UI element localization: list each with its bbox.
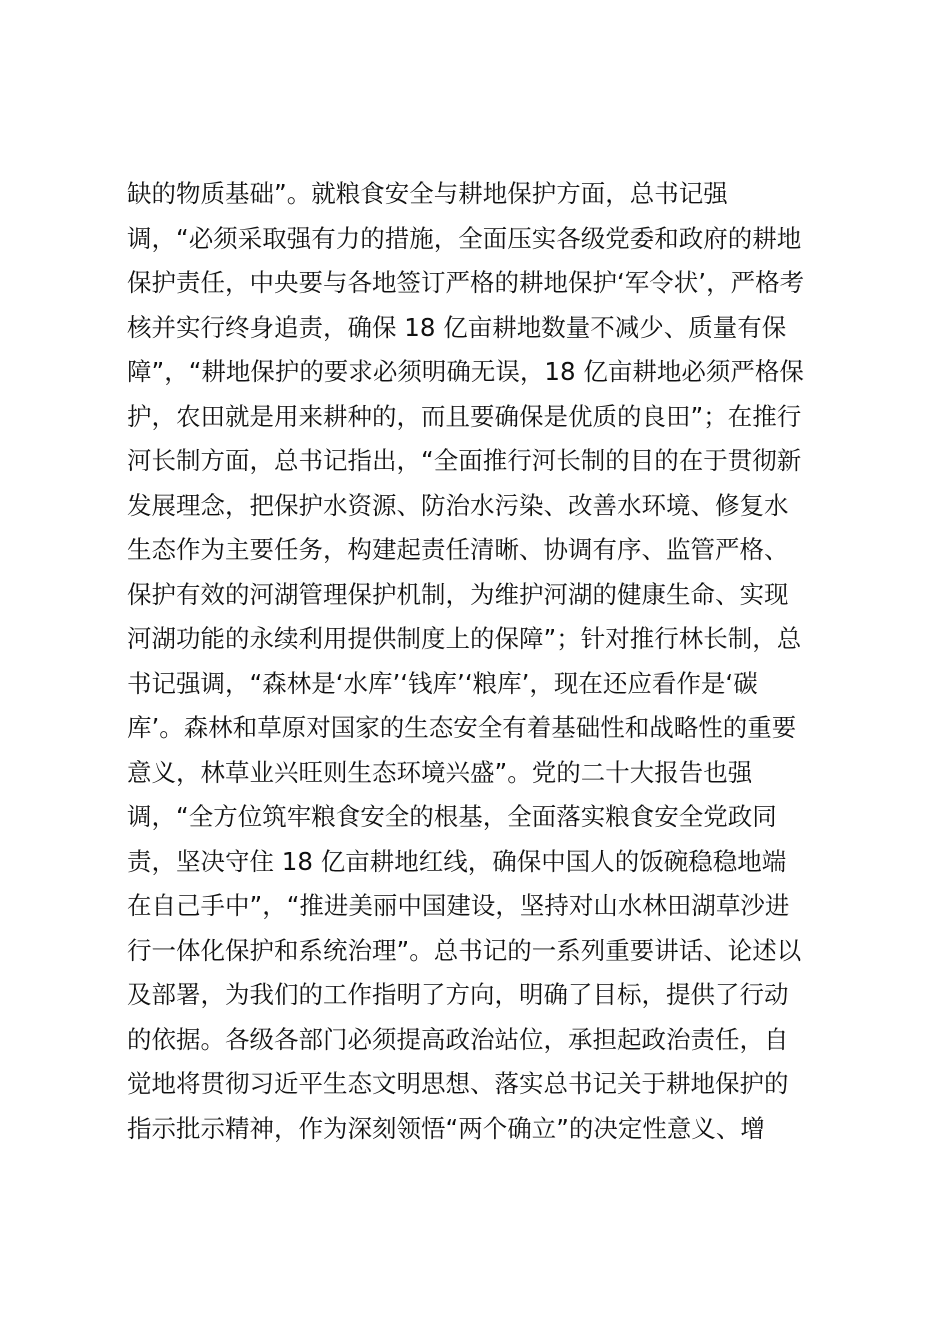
text-line-22: 指示批示精神，作为深刻领悟“两个确立”的决定性意义、增: [127, 1113, 765, 1143]
text-line-3: 保护责任，中央要与各地签订严格的耕地保护‘军令状’，严格考: [127, 268, 805, 297]
text-line-1: 缺的物质基础”。就粮食安全与耕地保护方面，总书记强: [127, 179, 728, 208]
text-line-6: 护，农田就是用来耕种的，而且要确保是优质的良田”；在推行: [127, 401, 802, 431]
text-line-18: 行一体化保护和系统治理”。总书记的一系列重要讲话、论述以: [127, 935, 802, 965]
text-line-2: 调，“必须采取强有力的措施，全面压实各级党委和政府的耕地: [127, 223, 802, 253]
text-line-14: 意义，林草业兴旺则生态环境兴盛”。党的二十大报告也强: [127, 757, 753, 787]
text-line-19: 及部署，为我们的工作指明了方向，明确了目标，提供了行动: [127, 980, 789, 1009]
text-line-12: 书记强调，“森林是‘水库’‘钱库’‘粮库’，现在还应看作是‘碳: [127, 668, 758, 698]
text-line-5: 障”，“耕地保护的要求必须明确无误，18 亿亩耕地必须严格保: [127, 357, 804, 386]
text-line-10: 保护有效的河湖管理保护机制，为维护河湖的健康生命、实现: [127, 579, 789, 609]
text-line-20: 的依据。各级各部门必须提高政治站位，承担起政治责任，自: [127, 1024, 789, 1054]
text-line-17: 在自己手中”，“推进美丽中国建设，坚持对山水林田湖草沙进: [127, 891, 790, 920]
text-line-4: 核并实行终身追责，确保 18 亿亩耕地数量不减少、质量有保: [127, 312, 787, 342]
text-line-11: 河湖功能的永续利用提供制度上的保障”；针对推行林长制，总: [127, 624, 802, 653]
text-line-9: 生态作为主要任务，构建起责任清晰、协调有序、监管严格、: [127, 535, 789, 564]
text-line-8: 发展理念，把保护水资源、防治水污染、改善水环境、修复水: [127, 490, 789, 520]
text-line-21: 觉地将贯彻习近平生态文明思想、落实总书记关于耕地保护的: [127, 1069, 789, 1098]
text-line-13: 库’。森林和草原对国家的生态安全有着基础性和战略性的重要: [127, 713, 797, 742]
text-line-15: 调，“全方位筑牢粮食安全的根基，全面落实粮食安全党政同: [127, 802, 777, 831]
text-line-16: 责，坚决守住 18 亿亩耕地红线，确保中国人的饭碗稳稳地端: [127, 846, 787, 876]
body-text: [127, 172, 839, 1151]
text-line-7: 河长制方面，总书记指出，“全面推行河长制的目的在于贯彻新: [127, 446, 802, 475]
